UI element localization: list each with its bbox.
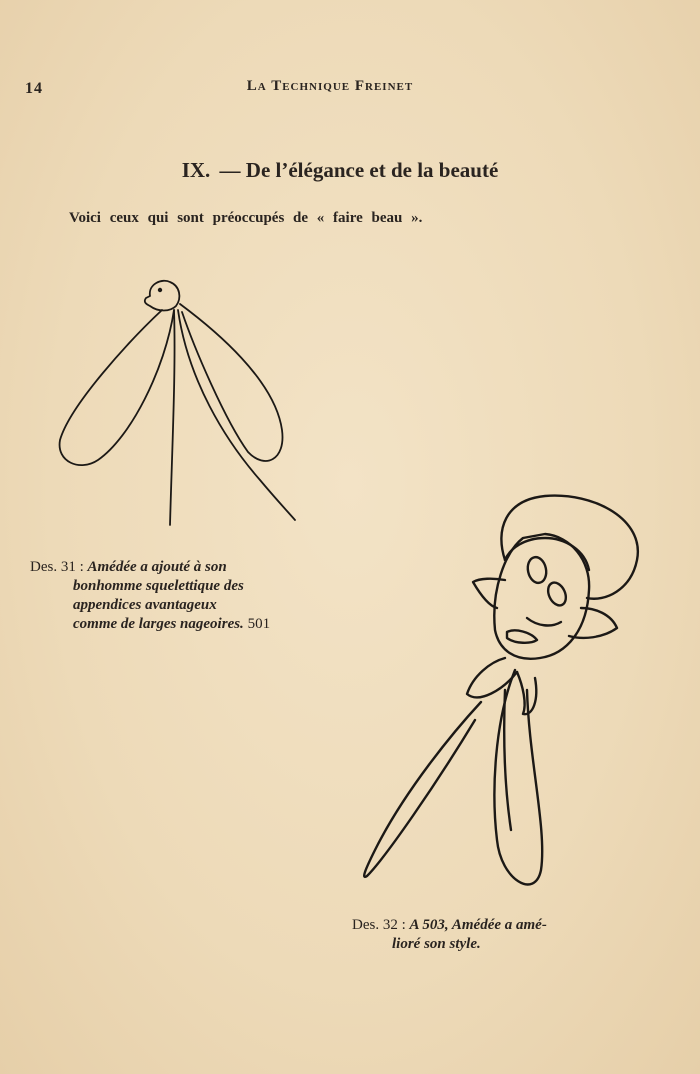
drawing-32-illustration — [355, 490, 645, 900]
caption-drawing-31 — [30, 558, 340, 634]
page-number: 14 — [25, 80, 43, 97]
section-heading — [0, 158, 680, 183]
drawing-31-number: 501 — [247, 616, 271, 632]
section-dash: — — [219, 158, 241, 182]
drawing-31-illustration — [50, 270, 310, 535]
caption-32-ref: Des. 32 : — [352, 917, 406, 933]
caption-31-line-3: appendices avantageux — [73, 597, 217, 613]
running-title: La Technique Freinet — [246, 78, 414, 94]
caption-drawing-32 — [352, 916, 652, 954]
caption-32-line-1: A 503, Amédée a amé- — [409, 917, 547, 933]
caption-32-line-2: lioré son style. — [392, 936, 481, 952]
section-number: IX. — [181, 158, 211, 182]
section-title-text: De l’élégance et de la beauté — [245, 158, 499, 182]
intro-paragraph: Voici ceux qui sont préoccupés de « faire beau ». — [69, 210, 423, 226]
caption-31-line-4: comme de larges nageoires. — [73, 616, 244, 632]
caption-31-line-1: Amédée a ajouté à son — [87, 559, 227, 575]
caption-31-ref: Des. 31 : — [30, 559, 84, 575]
caption-31-line-2: bonhomme squelettique des — [73, 578, 244, 594]
